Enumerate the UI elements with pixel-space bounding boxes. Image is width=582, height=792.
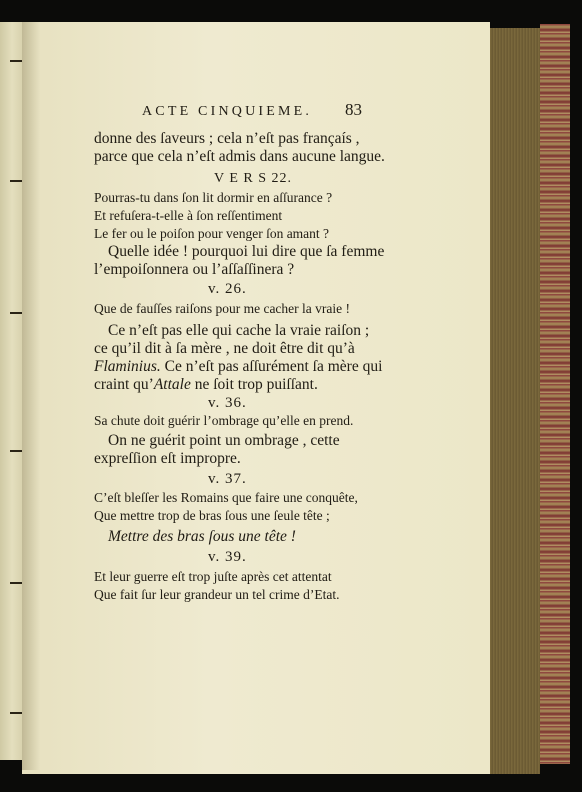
text-line: Ce n’eſt pas elle qui cache la vraie raiſon ; (108, 322, 370, 339)
verse-line: Que de fauſſes raiſons pour me cacher la vraie ! (94, 301, 351, 316)
verse-line: Le fer ou le poiſon pour venger ſon amant ? (94, 226, 330, 241)
left-page-edge (0, 22, 23, 760)
verse-line: Que mettre trop de bras ſous une ſeule tête ; (94, 508, 330, 523)
italic-name: Attale (153, 376, 191, 393)
verse-line: Et leur guerre eſt trop juſte après cet attentat (94, 569, 332, 584)
verse-label: v. 37. (208, 471, 247, 487)
text-line: Mettre des bras ſous une tête ! (108, 528, 296, 545)
text-line: Quelle idée ! pourquoi lui dire que ſa femme (108, 243, 385, 260)
verse-line: Et refuſera-t-elle à ſon reſſentiment (94, 208, 283, 223)
text-span: ne ſoit trop puiſſant. (190, 376, 318, 393)
verse-label: v. 26. (208, 281, 247, 297)
italic-name: Flaminius. (94, 358, 161, 375)
text-line: parce que cela n’eſt admis dans aucune langue. (94, 148, 385, 165)
verse-label: v. 36. (208, 395, 247, 411)
marbled-cover (540, 24, 570, 764)
page-number: 83 (345, 100, 362, 119)
text-line: expreſſion eſt impropre. (94, 450, 241, 467)
verse-line: Sa chute doit guérir l’ombrage qu’elle en prend. (94, 413, 354, 428)
verse-line: Pourras-tu dans ſon lit dormir en aſſurance ? (94, 190, 333, 205)
text-line: On ne guérit point un ombrage , cette (108, 432, 340, 449)
verse-label: V E R S 22. (214, 171, 293, 186)
verse-line: Que fait ſur leur grandeur un tel crime d’Etat. (94, 587, 340, 602)
text-line: donne des ſaveurs ; cela n’eſt pas françaís , (94, 130, 360, 147)
verse-line: C’eſt bleſſer les Romains que faire une conquête, (94, 490, 358, 505)
gutter-shadow (22, 22, 40, 770)
text-line: ce qu’il dit à ſa mère , ne doit être dit qu’à (94, 340, 355, 357)
verse-label: v. 39. (208, 549, 247, 565)
running-title: ACTE CINQUIEME. (142, 104, 313, 119)
text-line (94, 376, 318, 394)
text-span: craint qu’ (94, 376, 154, 393)
text-line (94, 358, 382, 376)
text-span: Ce n’eſt pas aſſurément ſa mère qui (160, 358, 383, 375)
text-line: l’empoiſonnera ou l’aſſaſſinera ? (94, 261, 295, 278)
page-edges (490, 28, 540, 774)
